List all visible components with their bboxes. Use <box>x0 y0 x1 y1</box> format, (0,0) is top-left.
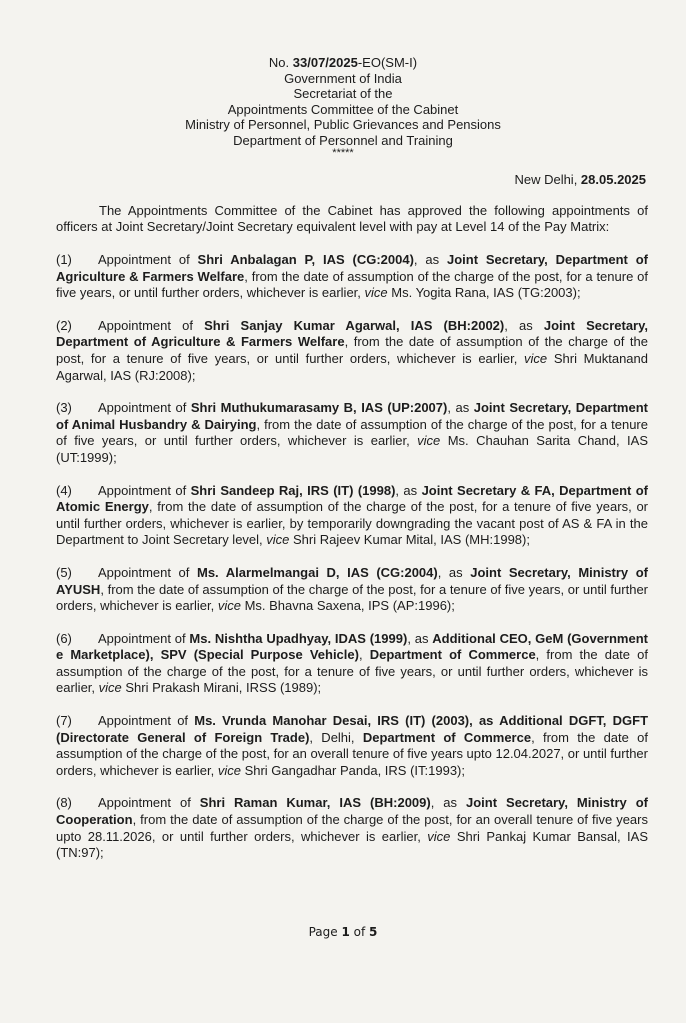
paragraph-text: , from the date of assumption of the charge of the post, for an overall tenure of five years upto 12.04.2027, or until further orders, whichever is earlier, <box>56 729 648 778</box>
paragraph-text: Appointment of <box>98 482 191 498</box>
appointment-paragraph <box>56 713 648 779</box>
header-line-committee: Appointments Committee of the Cabinet <box>227 101 459 117</box>
paragraph-text: , from the date of assumption of the charge of the post, for an overall tenure of five years upto 28.11.2026, or until further orders, whichever is earlier, <box>56 812 648 844</box>
header-line-secretariat: Secretariat of the <box>293 86 393 102</box>
bold-text: Joint Secretary, Department of Agriculture & Farmers Welfare <box>56 252 649 284</box>
paragraph-text: , as <box>407 630 433 646</box>
paragraph-text: Shri Prakash Mirani, IRSS (1989); <box>121 680 322 696</box>
appointment-paragraph <box>56 252 648 302</box>
bold-text: Joint Secretary, Department of Agriculture & Farmers Welfare <box>56 317 648 350</box>
paragraph-text: Shri Pankaj Kumar Bansal, IAS (TN:97); <box>56 828 649 861</box>
italic-text: vice <box>266 532 290 548</box>
paragraph-text: , <box>358 647 370 663</box>
paragraph-number: (8) <box>56 795 72 811</box>
bold-text: Ms. Alarmelmangai D, IAS (CG:2004) <box>196 564 438 580</box>
italic-text: vice <box>427 828 451 844</box>
paragraph-text: , from the date of assumption of the charge of the post, for a tenure of five years, or until further orders, whichever is earlier, by temporarily downgrading the vacant post of AS & FA in the Department to Joint Secretary level, <box>56 499 649 548</box>
paragraph-text: Shri Gangadhar Panda, IRS (IT:1993); <box>240 762 465 778</box>
paragraph-text: , as <box>413 252 447 267</box>
file-number: No. 33/07/2025-EO(SM-I) <box>268 55 418 70</box>
bold-text: Shri Anbalagan P, IAS (CG:2004) <box>197 252 414 267</box>
italic-text: vice <box>217 598 241 614</box>
paragraph-number: (7) <box>56 713 72 729</box>
paragraph-text: , from the date of assumption of the charge of the post, for a tenure of five years, or until further orders, whichever is earlier, <box>56 416 648 449</box>
paragraph-text: Appointment of <box>98 630 190 646</box>
paragraph-number: (4) <box>56 482 72 498</box>
paragraph-text: , Delhi, <box>309 729 363 745</box>
appointment-paragraph <box>56 318 648 384</box>
paragraph-text: Appointment of <box>98 252 198 267</box>
appointments-list <box>56 252 648 878</box>
paragraph-number: (2) <box>56 317 72 333</box>
paragraph-text: Ms. Bhavna Saxena, IPS (AP:1996); <box>240 598 455 614</box>
header-separator-stars: ***** <box>332 146 354 159</box>
paragraph-text: Appointment of <box>98 713 195 729</box>
paragraph-text: , as <box>447 400 474 416</box>
appointment-paragraph <box>56 483 648 549</box>
header-line-government: Government of India <box>284 70 402 86</box>
header-line-department: Department of Personnel and Training <box>233 132 453 148</box>
bold-text: Joint Secretary & FA, Department of Atomic Energy <box>56 482 649 515</box>
paragraph-text: , from the date of assumption of the charge of the post, for a tenure of five years, or until further orders, whichever is earlier, <box>56 268 648 301</box>
bold-text: Ms. Vrunda Manohar Desai, IRS (IT) (2003), as Additional DGFT, DGFT (Directorate General of Foreign Trade) <box>56 713 649 745</box>
italic-text: vice <box>364 285 388 301</box>
document-header <box>0 55 686 158</box>
paragraph-number: (1) <box>56 252 72 267</box>
bold-text: Shri Sanjay Kumar Agarwal, IAS (BH:2002) <box>204 317 505 333</box>
paragraph-text: , as <box>504 317 544 333</box>
appointment-paragraph <box>56 400 648 466</box>
bold-text: Shri Sandeep Raj, IRS (IT) (1998) <box>190 482 396 498</box>
paragraph-number: (5) <box>56 564 72 580</box>
paragraph-text: Ms. Yogita Rana, IAS (TG:2003); <box>387 285 581 301</box>
appointment-paragraph <box>56 795 648 861</box>
bold-text: Ms. Nishtha Upadhyay, IDAS (1999) <box>189 630 408 646</box>
italic-text: vice <box>524 350 548 366</box>
paragraph-text: , as <box>437 564 471 580</box>
intro-paragraph: The Appointments Committee of the Cabinet has approved the following appointments of officers at Joint Secretary/Joint Secretary equivalent level with pay at Level 14 of the Pay Matrix: <box>56 203 648 235</box>
paragraph-text: , from the date of assumption of the charge of the post, for a tenure of five years, or until further orders, whichever is earlier, <box>56 647 648 696</box>
bold-text: Shri Muthukumarasamy B, IAS (UP:2007) <box>190 400 448 416</box>
paragraph-text: Appointment of <box>98 795 200 811</box>
paragraph-text: , as <box>395 482 422 498</box>
italic-text: vice <box>217 762 241 778</box>
page-footer: Page 1 of 5 <box>308 925 378 939</box>
order-date: 28.05.2025 <box>580 172 646 187</box>
paragraph-number: (6) <box>56 630 72 646</box>
file-number-bold: 33/07/2025 <box>292 55 358 70</box>
appointment-paragraph <box>56 565 648 615</box>
bold-text: Additional CEO, GeM (Government e Marketplace), SPV (Special Purpose Vehicle) <box>56 630 648 663</box>
paragraph-text: Shri Rajeev Kumar Mital, IAS (MH:1998); <box>289 532 530 548</box>
bold-text: Joint Secretary, Ministry of AYUSH <box>56 564 649 597</box>
bold-text: Joint Secretary, Department of Animal Husbandry & Dairying <box>56 400 648 432</box>
paragraph-text: Shri Muktanand Agarwal, IAS (RJ:2008); <box>56 350 648 383</box>
paragraph-text: Ms. Chauhan Sarita Chand, IAS (UT:1999); <box>56 433 648 465</box>
paragraph-text: , from the date of assumption of the charge of the post, for a tenure of five years, or until further orders, whichever is earlier, <box>56 581 648 614</box>
italic-text: vice <box>417 433 441 449</box>
paragraph-text: , from the date of assumption of the charge of the post, for a tenure of five years, or until further orders, whichever is earlier, <box>56 334 648 366</box>
paragraph-text: Appointment of <box>98 400 191 416</box>
paragraph-text: Appointment of <box>98 317 205 333</box>
bold-text: Shri Raman Kumar, IAS (BH:2009) <box>199 795 431 811</box>
appointment-paragraph <box>56 631 648 697</box>
paragraph-text: Appointment of <box>98 564 197 580</box>
dateline: New Delhi, 28.05.2025 <box>514 172 646 187</box>
bold-text: Joint Secretary, Ministry of Cooperation <box>56 795 648 828</box>
paragraph-number: (3) <box>56 400 72 416</box>
header-line-ministry: Ministry of Personnel, Public Grievances and Pensions <box>185 117 501 133</box>
italic-text: vice <box>98 680 122 696</box>
bold-text: Department of Commerce <box>369 647 536 663</box>
bold-text: Department of Commerce <box>362 729 532 745</box>
paragraph-text: , as <box>430 795 466 811</box>
